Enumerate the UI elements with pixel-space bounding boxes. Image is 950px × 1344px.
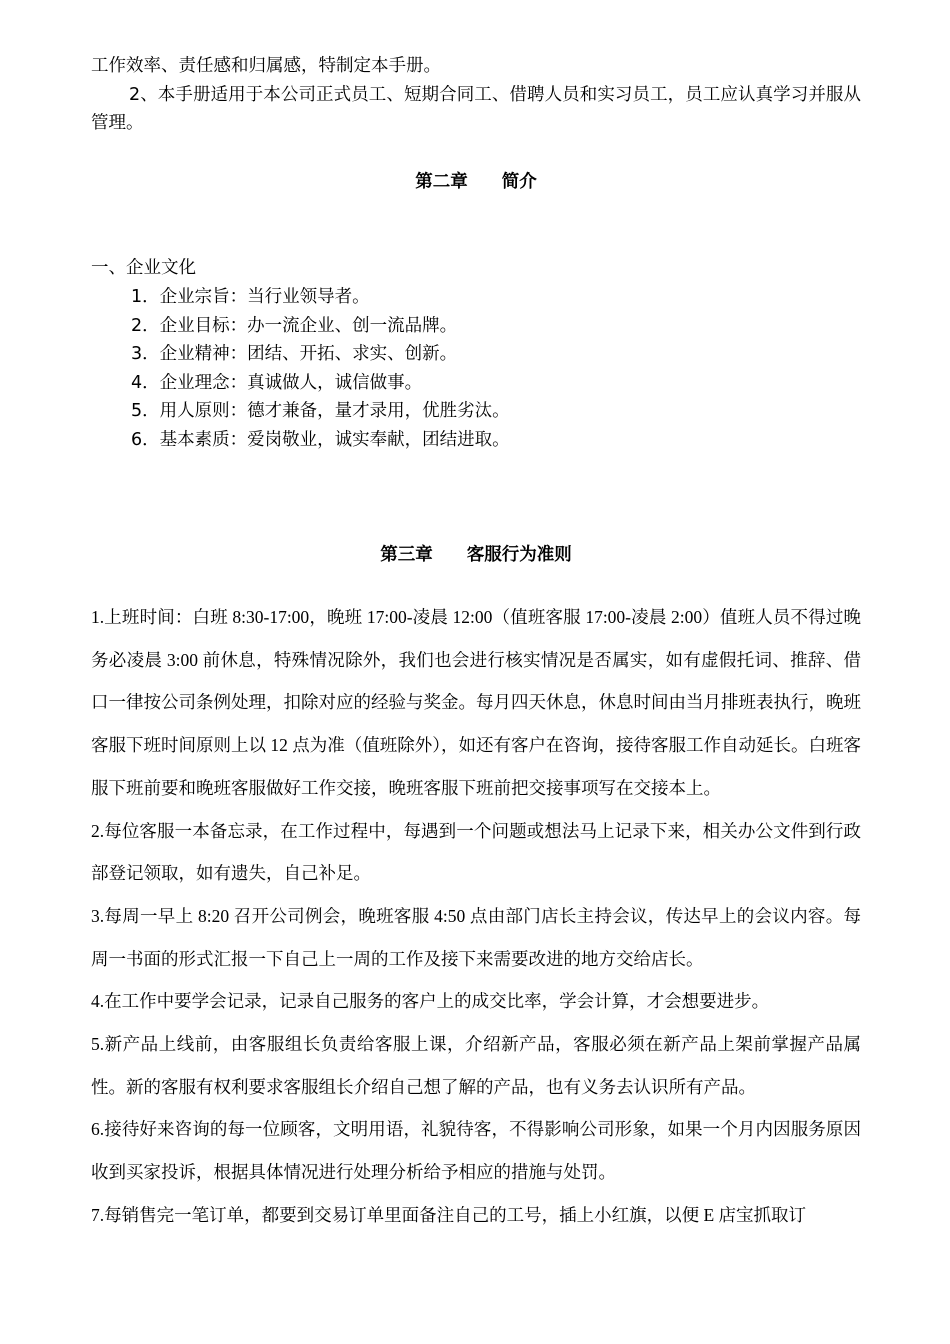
culture-item: 1．企业宗旨：当行业领导者。 — [131, 287, 370, 307]
culture-list — [131, 283, 510, 454]
rule-item: 1.上班时间：白班 8:30-17:00，晚班 17:00-凌晨 12:00（值班客服 17:00-凌晨 2:00）值班人员不得过晚 务必凌晨 3:00 前休息，特殊情况除外，我们也会进行核实情况是否属实，如有虚假托词、推辞、借口一律按公司条例处理，扣除对应的经验与奖金。每月四天休息，休息时间由当月排班表执行，晚班客服下班时间原则上以 12 点为准（值班除外），如还有客户在咨询，接待客服工作自动延长。白班客服下班前要和晚班客服做好工作交接，晚班客服下班前把交接事项写在交接本上。 — [91, 607, 861, 798]
chapter-3-title: 客服行为准则 — [466, 545, 572, 565]
rule-item: 7.每销售完一笔订单，都要到交易订单里面备注自己的工号，插上小红旗，以便 E 店宝抓取订 — [91, 1204, 807, 1225]
chapter-2-number: 第二章 — [415, 172, 468, 192]
rule-item: 4.在工作中要学会记录，记录自己服务的客户上的成交比率，学会计算，才会想要进步。 — [91, 991, 770, 1012]
culture-item: 5．用人原则：德才兼备，量才录用，优胜劣汰。 — [131, 401, 510, 421]
rule-item: 3.每周一早上 8:20 召开公司例会，晚班客服 4:50 点由部门店长主持会议，传达早上的会议内容。每周一书面的形式汇报一下自己上一周的工作及接下来需要改进的地方交给店长。 — [91, 905, 861, 969]
chapter-2-heading — [91, 168, 861, 193]
rule-item: 5.新产品上线前，由客服组长负责给客服上课，介绍新产品，客服必须在新产品上架前掌握产品属性。新的客服有权利要求客服组长介绍自己想了解的产品，也有义务去认识所有产品。 — [91, 1034, 861, 1097]
chapter-2-title: 简介 — [501, 172, 537, 192]
culture-item: 3．企业精神：团结、开拓、求实、创新。 — [131, 344, 458, 364]
chapter-3-heading — [91, 541, 861, 566]
rules-list — [91, 596, 861, 1237]
culture-item: 6．基本素质：爱岗敬业，诚实奉献，团结进取。 — [131, 429, 510, 450]
culture-item: 4．企业理念：真诚做人，诚信做事。 — [131, 372, 423, 393]
intro-continuation: 工作效率、责任感和归属感，特制定本手册。 — [91, 56, 441, 76]
culture-item: 2．企业目标：办一流企业、创一流品牌。 — [131, 315, 458, 336]
chapter-3-number: 第三章 — [380, 545, 433, 565]
intro-item-2: 2、本手册适用于本公司正式员工、短期合同工、借聘人员和实习员工，员工应认真学习并服从管理。 — [91, 85, 861, 133]
rule-item: 2.每位客服一本备忘录，在工作过程中，每遇到一个问题或想法马上记录下来，相关办公文件到行政部登记领取，如有遗失，自己补足。 — [91, 820, 861, 884]
rule-item: 6.接待好来咨询的每一位顾客，文明用语，礼貌待客，不得影响公司形象，如果一个月内因服务原因收到买家投诉，根据具体情况进行处理分析给予相应的措施与处罚。 — [91, 1119, 861, 1183]
culture-heading: 一、企业文化 — [91, 258, 196, 278]
